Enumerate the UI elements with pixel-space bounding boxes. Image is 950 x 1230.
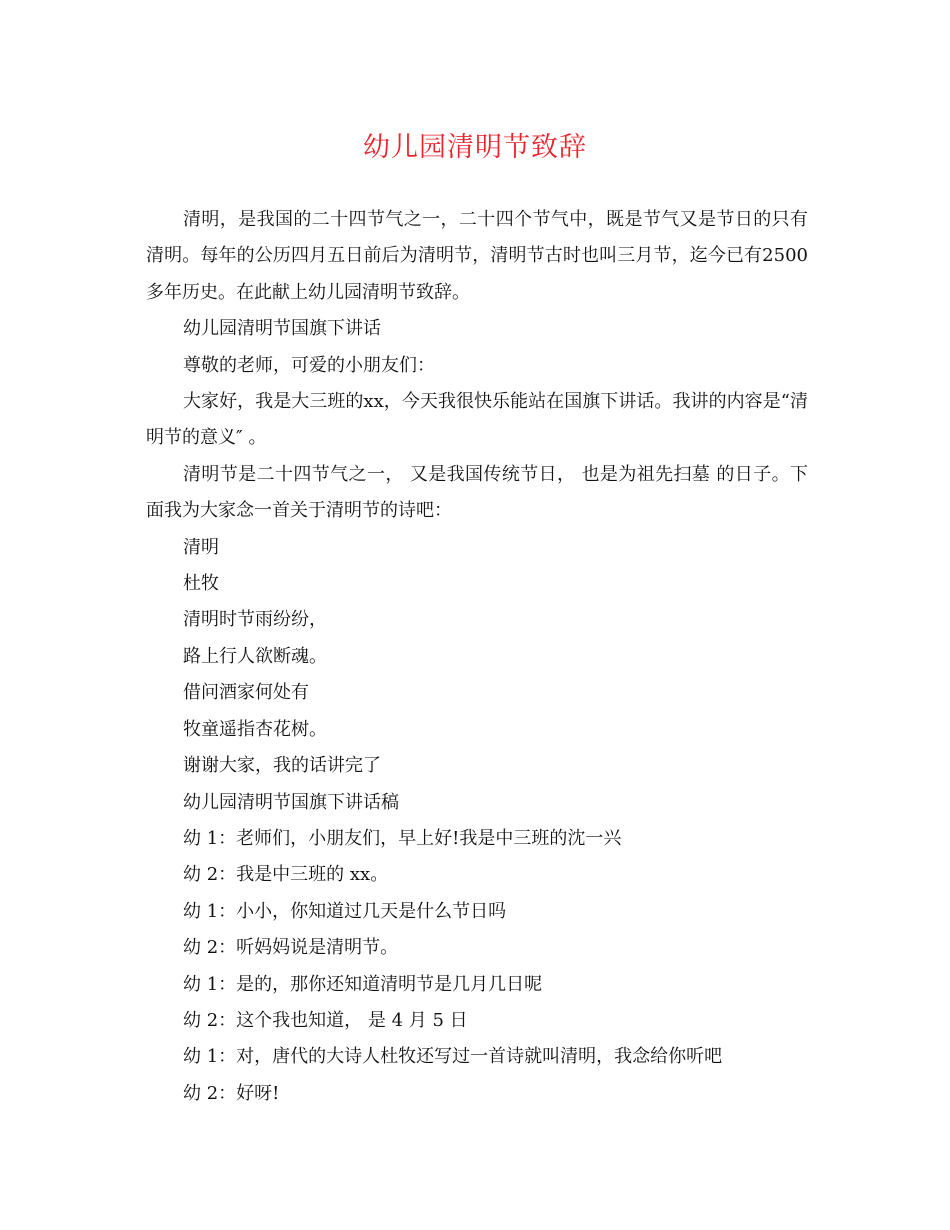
document-title: 幼儿园清明节致辞 — [363, 132, 587, 163]
closing-line: 谢谢大家，我的话讲完了 — [183, 755, 381, 777]
festival-paragraph: 清明节是二十四节气之一， 又是我国传统节日， 也是为祖先扫墓 的日子。下面我为大家念一首关于清明节的诗吧： — [146, 463, 808, 522]
poem-title: 清明 — [183, 536, 219, 558]
poem-line: 路上行人欲断魂。 — [183, 645, 327, 667]
dialogue-line: 幼 1：对，唐代的大诗人杜牧还写过一首诗就叫清明，我念给你听吧 — [183, 1046, 723, 1068]
speech-heading: 幼儿园清明节国旗下讲话 — [183, 318, 381, 340]
poem-line: 牧童遥指杏花树。 — [183, 718, 327, 740]
document-body — [146, 202, 808, 1112]
poem-line: 借问酒家何处有 — [183, 682, 309, 704]
speech-script-heading: 幼儿园清明节国旗下讲话稿 — [183, 791, 399, 813]
dialogue-line: 幼 1：小小，你知道过几天是什么节日吗 — [183, 900, 507, 922]
dialogue-line: 幼 2：好呀! — [183, 1082, 280, 1104]
dialogue-line: 幼 2：我是中三班的 xx。 — [183, 864, 389, 886]
dialogue-line: 幼 2：听妈妈说是清明节。 — [183, 937, 399, 959]
greeting-line: 尊敬的老师，可爱的小朋友们： — [183, 354, 435, 376]
poem-author: 杜牧 — [183, 573, 219, 595]
intro-paragraph: 清明，是我国的二十四节气之一，二十四个节气中，既是节气又是节日的只有清明。每年的公历四月五日前后为清明节，清明节古时也叫三月节，迄今已有2500多年历史。在此献上幼儿园清明节致辞。 — [146, 209, 808, 303]
dialogue-line: 幼 1：老师们，小朋友们，早上好!我是中三班的沈一兴 — [183, 827, 622, 849]
dialogue-line: 幼 2：这个我也知道， 是 4 月 5 日 — [183, 1009, 468, 1031]
poem-line: 清明时节雨纷纷， — [183, 609, 327, 631]
self-intro-paragraph: 大家好，我是大三班的xx，今天我很快乐能站在国旗下讲话。我讲的内容是“清明节的意义″ 。 — [146, 391, 808, 449]
dialogue-line: 幼 1：是的，那你还知道清明节是几月几日呢 — [183, 973, 543, 995]
